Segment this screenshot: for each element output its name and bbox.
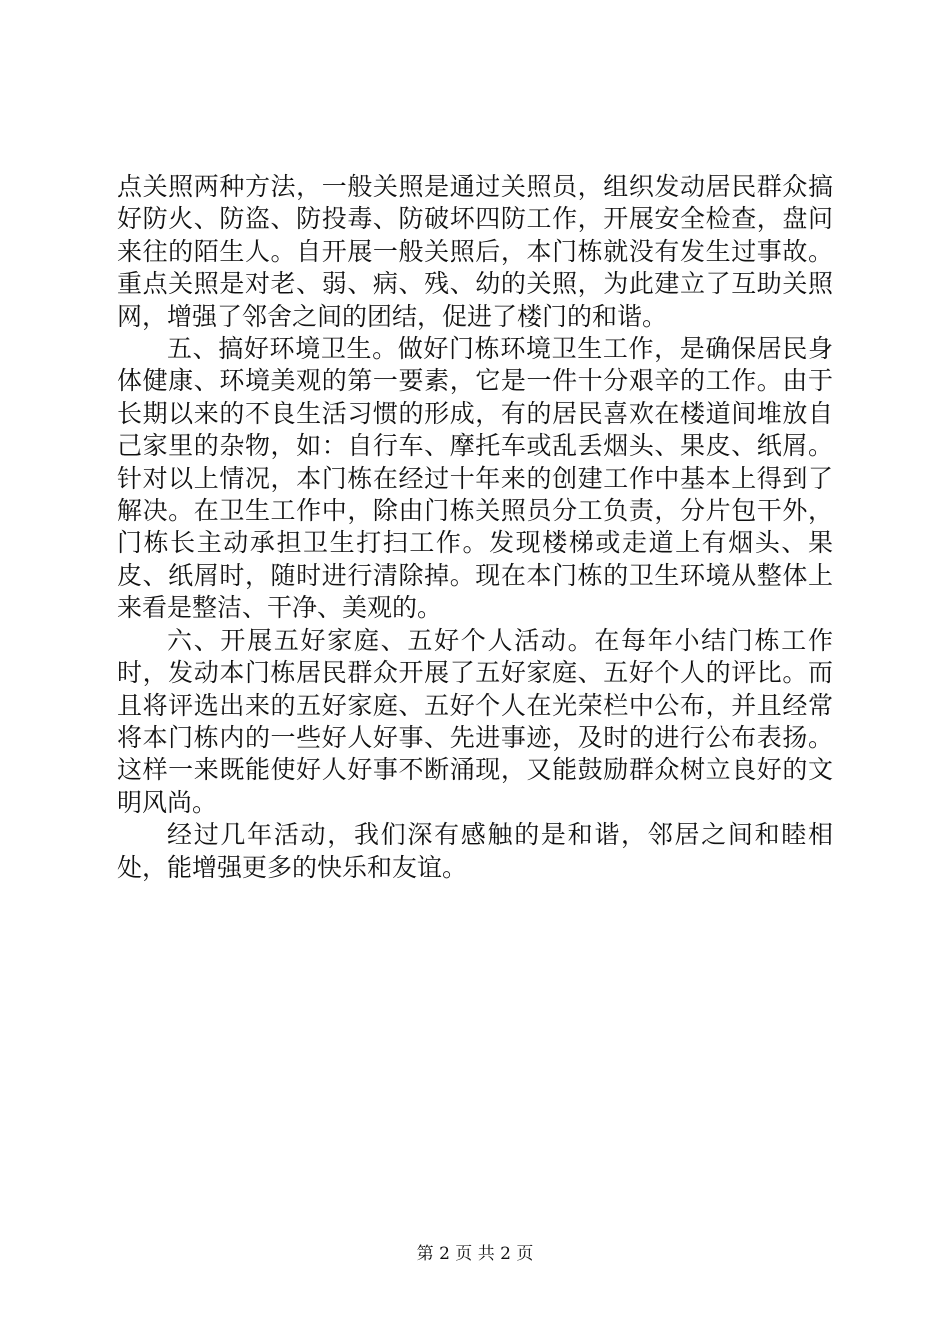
paragraph-five-good-families: 六、开展五好家庭、五好个人活动。在每年小结门栋工作时，发动本门栋居民群众开展了五好家庭、五好个人的评比。而且将评选出来的五好家庭、五好个人在光荣栏中公布，并且经常将本门栋内的一些好人好事、先进事迹，及时的进行公布表扬。这样一来既能使好人好事不断涌现，又能鼓励群众树立良好的文明风尚。 [117, 625, 833, 817]
page-footer [0, 1243, 950, 1265]
document-body [117, 171, 833, 884]
paragraph-conclusion: 经过几年活动，我们深有感触的是和谐，邻居之间和睦相处，能增强更多的快乐和友谊。 [117, 820, 833, 882]
paragraph-safety-care: 点关照两种方法，一般关照是通过关照员，组织发动居民群众搞好防火、防盗、防投毒、防破坏四防工作，开展安全检查，盘问来往的陌生人。自开展一般关照后，本门栋就没有发生过事故。重点关照是对老、弱、病、残、幼的关照，为此建立了互助关照网，增强了邻舍之间的团结，促进了楼门的和谐。 [117, 172, 833, 331]
page-number: 第 2 页 共 2 页 [416, 1244, 534, 1264]
paragraph-environment-hygiene: 五、搞好环境卫生。做好门栋环境卫生工作，是确保居民身体健康、环境美观的第一要素，它是一件十分艰辛的工作。由于长期以来的不良生活习惯的形成，有的居民喜欢在楼道间堆放自己家里的杂物，如：自行车、摩托车或乱丢烟头、果皮、纸屑。针对以上情况，本门栋在经过十年来的创建工作中基本上得到了解决。在卫生工作中，除由门栋关照员分工负责，分片包干外，门栋长主动承担卫生打扫工作。发现楼梯或走道上有烟头、果皮、纸屑时，随时进行清除掉。现在本门栋的卫生环境从整体上来看是整洁、干净、美观的。 [117, 334, 833, 623]
